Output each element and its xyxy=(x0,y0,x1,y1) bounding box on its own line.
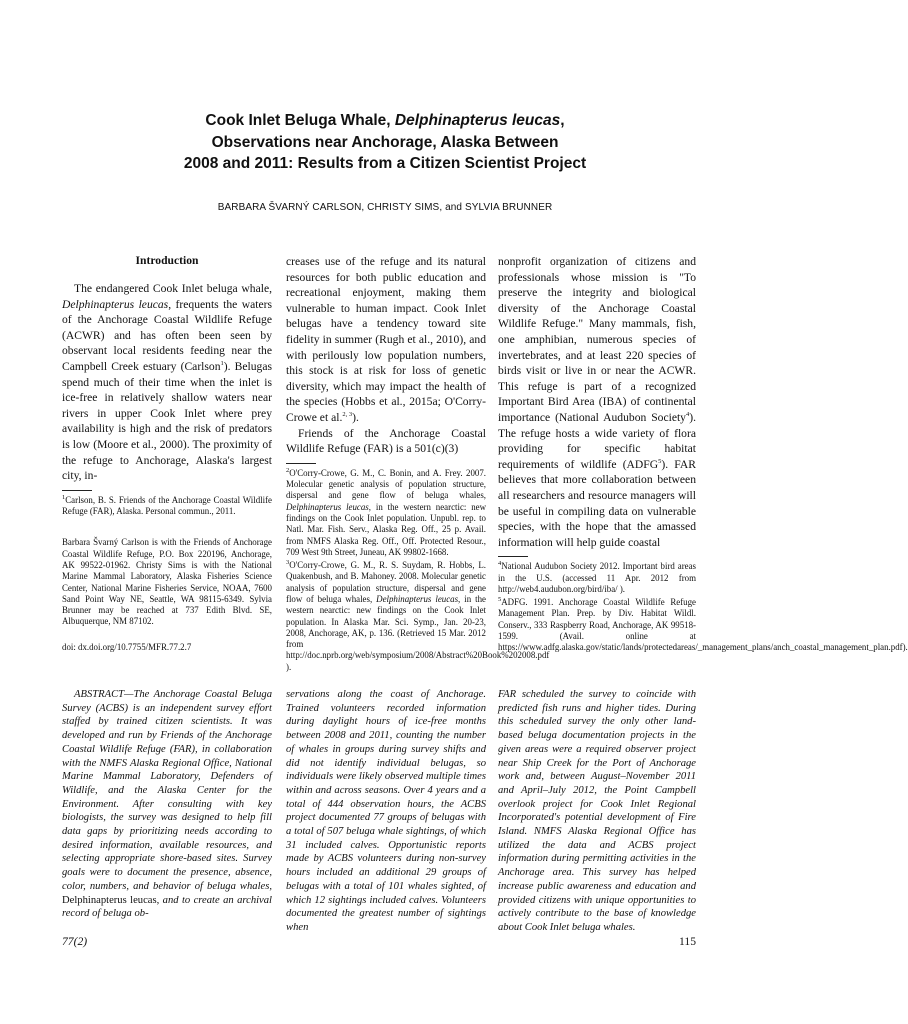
footnote-1: $^1$Carlson, B. S. Friends of the Anchorage Coastal Wildlife Refuge (FAR), Alaska. Personal commun., 2011. xyxy=(62,493,272,517)
column-3 xyxy=(498,254,908,672)
footnote-rule xyxy=(498,556,528,557)
column-2 xyxy=(286,254,550,672)
abstract-text-1: ABSTRACT—The Anchorage Coastal Beluga Survey (ACBS) is an independent survey effort staffed by trained citizen scientists. It was developed and run by Friends of the Anchorage Coastal Wildlife Refuge (FAR), in collaboration with the NMFS Alaska Regional Office, National Marine Mammal Laboratory, Defenders of Wildlife, and the Alaska Center for the Environment. After consulting with key biologists, the survey was designed to help fill data gaps by prioritizing needs according to desired information, available resources, and selecting appropriate shore-based sites. Survey goals were to document the presence, absence, color, numbers, and behavior of beluga whales, Delphinapterus leucas, and to create an archival record of beluga ob- xyxy=(62,689,272,920)
author-list: BARBARA ŠVARNÝ CARLSON, CHRISTY SIMS, and SYLVIA BRUNNER xyxy=(217,202,553,213)
section-heading-introduction: Introduction xyxy=(135,254,199,267)
footnote-5: $^5$ADFG. 1991. Anchorage Coastal Wildlife Refuge Management Plan. Prep. by Div. Habitat Wildl. Conserv., 333 Raspberry Road, Anchorage, AK 99518-1599. (Avail. online at https://www.adfg.alaska.gov/static/lands/protectedareas/_management_plans/anch_coastal_management_plan.pdf). xyxy=(498,596,908,653)
footnote-2: $^2$O'Corry-Crowe, G. M., C. Bonin, and A. Frey. 2007. Molecular genetic analysis of population structure, dispersal and gene flow of beluga whales, Delphinapterus leucas, in the western nearctic: new findings on the Cook Inlet population. Unpubl. rep. to Natl. Mar. Fish. Serv., Alaska Reg. Off., 25 p. Avail. from NMFS Alaska Reg. Off., Off. Protected Resour., 709 West 9th Street, Juneau, AK 99802-1668. xyxy=(286,466,486,557)
issue-number: 77(2) xyxy=(62,935,88,948)
title-line-3: 2008 and 2011: Results from a Citizen Scientist Project xyxy=(183,155,587,172)
abstract-column-3 xyxy=(498,688,696,933)
doi[interactable]: doi: dx.doi.org/10.7755/MFR.77.2.7 xyxy=(62,641,192,652)
abstract-text-3: FAR scheduled the survey to coincide with predicted fish runs and higher tides. During this scheduled survey the only other land-based beluga documentation projects in the given areas were a required observer project near Ship Creek for the Port of Anchorage work and, between August–November 2011 and April–July 2012, the Point Campbell overlook project for Cook Inlet Regional Incorporated's potential development of Fire Island. NMFS Alaska Regional Office has utilized the data and ACBS project information during permitting activities in the Anchorage area. This survey has helped increase public awareness and education and provided citizens with unique opportunities to actively contribute to the base of knowledge about Cook Inlet beluga whales. xyxy=(498,689,696,933)
intro-paragraph-1-cont: creases use of the refuge and its natural resources for both public education and recreational enjoyment, making them vulnerable to human impact. Cook Inlet belugas have a tendency toward site fidelity in summer (Rugh et al., 2010), and with perilously low population numbers, this stock is at risk for loss of genetic diversity, which may impact the health of the species (Hobbs et al., 2015a; O'Corry-Crowe et al.$^{2, 3}$). xyxy=(286,255,486,424)
footnote-rule xyxy=(62,490,92,491)
author-affiliation: Barbara Švarný Carlson is with the Friends of Anchorage Coastal Wildlife Refuge, P.O. Box 220196, Anchorage, AK 99522-01962. Christy Sims is with the National Marine Mammal Laboratory, Alaska Fisheries Science Center, National Marine Fisheries Service, NOAA, 7600 Sand Point Way NE, Seattle, WA 98115-6349. Sylvia Brunner may be reached at 737 Edith Blvd. SE, Albuquerque, NM 87102. xyxy=(62,537,272,627)
abstract-column-2 xyxy=(286,688,486,933)
article-title xyxy=(95,110,675,175)
abstract-column-1 xyxy=(62,688,272,920)
intro-paragraph-1: The endangered Cook Inlet beluga whale, Delphinapterus leucas, frequents the waters of the Anchorage Coastal Wildlife Refuge (ACWR) and has often been seen by observant local residents feeding near the Campbell Creek estuary (Carlson$^1$). Belugas spend much of their time when the inlet is ice-free in relatively shallow waters near rivers in upper Cook Inlet where prey availability is high and the risk of predators is low (Moore et al., 2000). The proximity of the refuge to Anchorage, Alaska's largest city, in- xyxy=(62,282,272,483)
column-1 xyxy=(62,254,272,672)
intro-paragraph-2: Friends of the Anchorage Coastal Wildlife Refuge (FAR) is a 501(c)(3) xyxy=(286,426,486,456)
footnote-3: $^3$O'Corry-Crowe, G. M., R. S. Suydam, R. Hobbs, L. Quakenbush, and B. Mahoney. 2008. Molecular genetic analysis of population structure, dispersal and gene flow of beluga whales, Delphinapterus leucas, in the western nearctic: new findings on the Cook Inlet population. In Alaska Mar. Sci. Symp., Jan. 20-23, 2008, Anchorage, AK, p. 136. (Retrieved 15 Mar. 2012 from http://doc.nprb.org/web/symposium/2008/Abstract%20Book%202008.pdf ). xyxy=(286,559,550,672)
footnote-rule xyxy=(286,463,316,464)
intro-paragraph-2-cont: nonprofit organization of citizens and professionals whose mission is "To preserve the integrity and biological diversity of the Anchorage Coastal Wildlife Refuge." Many mammals, fish, one amphibian, numerous species of invertebrates, and at least 220 species of birds visit or live in or near the ACWR. This refuge is part of a recognized Important Bird Area (IBA) of continental importance (National Audubon Society$^4$). The refuge hosts a wide variety of flora providing for specific habitat requirements of wildlife (ADFG$^5$). FAR believes that more collaboration between all researchers and resource managers will be useful in compiling data on vulnerable species, with the hope that the amassed information will help guide coastal xyxy=(498,255,696,549)
abstract-text-2: servations along the coast of Anchorage. Trained volunteers recorded information during daylight hours of ice-free months between 2008 and 2011, counting the number of whales in groups during survey shifts and did not identify individual belugas, so individuals were likely observed multiple times within and across seasons. Over 4 years and a total of 444 observation hours, the ACBS project documented 77 groups of belugas with a total of 507 beluga whale sightings, of which 31 included calves. Opportunistic reports made by ACBS volunteers during non-survey hours included an additional 29 groups of belugas with a total of 101 whales sighted, of which 12 sightings included calves. Volunteers documented the greatest number of sightings when xyxy=(286,689,486,933)
title-line-1: Cook Inlet Beluga Whale, Delphinapterus leucas, xyxy=(205,112,565,129)
title-line-2: Observations near Anchorage, Alaska Between xyxy=(211,133,559,151)
footnote-4: $^4$National Audubon Society 2012. Important bird areas in the U.S. (accessed 11 Apr. 2012 from http://web4.audubon.org/bird/iba/ ). xyxy=(498,560,696,594)
page-number: 115 xyxy=(679,935,696,948)
